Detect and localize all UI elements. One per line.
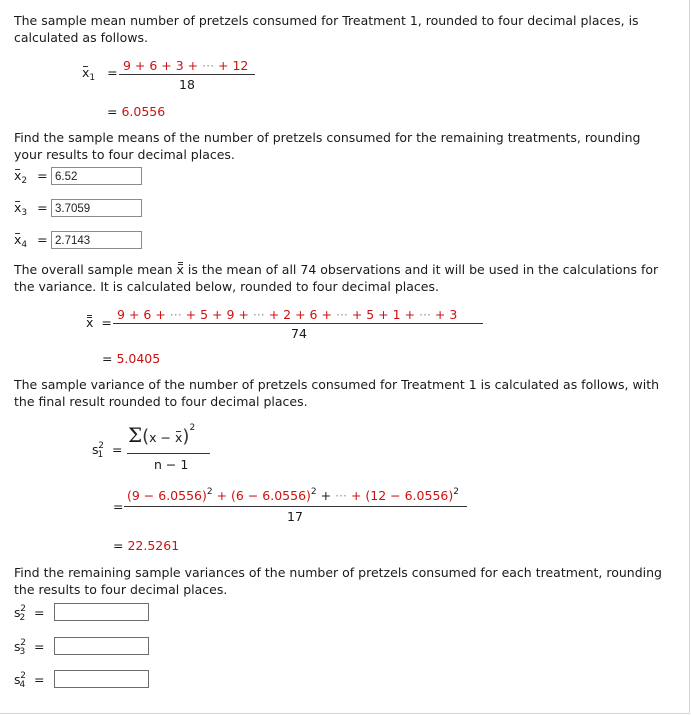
right-paren-icon: ) — [182, 426, 190, 447]
mean4-label — [14, 232, 48, 250]
var1-exp-part: + (12 − 6.0556) — [346, 488, 454, 503]
var4-input[interactable] — [54, 670, 149, 688]
mean3-input[interactable]: 3.7059 — [51, 199, 142, 217]
overall-num-part: + 5 + 9 + — [181, 307, 253, 322]
var4-eq: = — [33, 672, 45, 687]
var3-eq: = — [33, 639, 45, 654]
var4-label — [14, 671, 44, 690]
overall-text-part: The overall sample mean — [14, 262, 177, 277]
var1-exp-sup: 2 — [310, 487, 317, 497]
var1-label — [92, 441, 122, 460]
overall-mean-text — [14, 262, 664, 295]
mean4-eq: = — [37, 232, 48, 247]
overall-num-ellipsis: ··· — [252, 307, 265, 322]
var1-minus: − — [156, 430, 175, 445]
var3-symbol: s — [14, 639, 21, 654]
var1-exp-sup: 2 — [206, 487, 213, 497]
var1-x: x — [149, 430, 157, 445]
var3-sup: 2 — [20, 638, 26, 648]
var1-result: 22.5261 — [127, 538, 180, 553]
var1-expanded-eq: = — [113, 499, 124, 514]
overall-num-ellipsis: ··· — [169, 307, 182, 322]
var3-label — [14, 638, 44, 657]
mean1-numerator — [123, 58, 248, 73]
var1-expanded-denominator: 17 — [287, 509, 303, 524]
mean2-input[interactable]: 6.52 — [51, 167, 142, 185]
var4-sup: 2 — [20, 671, 26, 681]
var1-exp-part: + (6 − 6.0556) — [212, 488, 311, 503]
var1-symbol: s — [92, 442, 99, 457]
mean2-sub: 2 — [21, 176, 28, 186]
left-paren-icon: ( — [142, 426, 150, 447]
var1-eq: = — [111, 442, 123, 457]
var1-sub: 1 — [97, 450, 104, 460]
mean2-symbol: x — [14, 168, 22, 183]
overall-label — [86, 315, 112, 330]
var3-sub: 3 — [19, 647, 26, 657]
mean1-num-part: + 12 — [214, 58, 249, 73]
mean1-denominator: 18 — [179, 77, 195, 92]
overall-num-part: + 5 + 1 + — [347, 307, 420, 322]
var2-sup: 2 — [20, 604, 26, 614]
mean3-label — [14, 200, 48, 218]
var1-xbar: x — [175, 430, 183, 445]
overall-result-eq: = — [102, 351, 113, 366]
var4-sub: 4 — [19, 680, 26, 690]
overall-result: 5.0405 — [116, 351, 161, 366]
var1-result-eq: = — [113, 538, 124, 553]
mean1-result-eq: = — [107, 104, 118, 119]
overall-num-ellipsis: ··· — [419, 307, 431, 322]
mean1-result: 6.0556 — [121, 104, 166, 119]
mean3-eq: = — [37, 200, 48, 215]
var1-fraction-bar — [127, 453, 210, 454]
var1-expanded-numerator — [127, 487, 459, 503]
mean4-symbol: x — [14, 232, 22, 247]
overall-eq: = — [101, 315, 112, 330]
var1-exp-sup: 2 — [453, 487, 459, 497]
overall-result-line — [102, 351, 160, 366]
sigma-icon: Σ — [128, 423, 143, 447]
overall-formula-symbol: x — [86, 315, 94, 330]
overall-num-part: + 2 + 6 + — [264, 307, 336, 322]
var2-eq: = — [33, 605, 45, 620]
find-means-prompt: Find the sample means of the number of pretzels consumed for the remaining treatments, rounding your results to four decimal places. — [14, 130, 641, 162]
var1-expanded-fraction-bar — [124, 506, 467, 507]
overall-num-part: + 3 — [430, 307, 458, 322]
var4-symbol: s — [14, 672, 21, 687]
mean3-symbol: x — [14, 200, 22, 215]
overall-text-part: is the mean of all 74 observations and it will be used in the calculations for the variance. It is calculated below, rounded to four decimal places. — [14, 262, 659, 294]
var1-denominator-formula: n − 1 — [154, 457, 189, 472]
var1-exp-part: (9 − 6.0556) — [127, 488, 207, 503]
var1-sup: 2 — [98, 441, 104, 451]
overall-numerator — [117, 307, 457, 322]
var2-input[interactable] — [54, 603, 149, 621]
mean1-eq: = — [107, 65, 118, 80]
mean1-fraction-bar — [119, 74, 255, 75]
mean1-result-line — [107, 104, 165, 119]
var3-input[interactable] — [54, 637, 149, 655]
var2-symbol: s — [14, 605, 21, 620]
var2-label — [14, 604, 44, 623]
var1-exp-plus: + — [316, 488, 336, 503]
intro-text: The sample mean number of pretzels consumed for Treatment 1, rounded to four decimal places, is calculated as follows. — [14, 13, 639, 45]
mean1-label — [82, 65, 118, 83]
mean2-label — [14, 168, 48, 186]
var1-square: 2 — [189, 423, 196, 433]
mean1-sub: 1 — [89, 73, 96, 83]
mean4-sub: 4 — [21, 240, 28, 250]
var1-sum-numerator — [128, 423, 195, 447]
overall-denominator: 74 — [291, 326, 307, 341]
mean4-input[interactable]: 2.7143 — [51, 231, 142, 249]
mean1-num-part: 9 + 6 + 3 + — [123, 58, 203, 73]
mean1-num-ellipsis: ··· — [202, 58, 215, 73]
mean1-symbol: x — [82, 65, 90, 80]
var1-exp-ellipsis: ··· — [335, 488, 347, 503]
find-variances-prompt: Find the remaining sample variances of the number of pretzels consumed for each treatment, rounding the results to four decimal places. — [14, 565, 662, 597]
overall-fraction-bar — [113, 323, 483, 324]
var2-sub: 2 — [19, 613, 26, 623]
variance-intro: The sample variance of the number of pretzels consumed for Treatment 1 is calculated as follows, with the final result rounded to four decimal places. — [14, 377, 660, 409]
var1-result-line — [113, 538, 179, 553]
mean2-eq: = — [37, 168, 48, 183]
overall-num-part: 9 + 6 + — [117, 307, 170, 322]
overall-symbol: x — [176, 262, 184, 277]
overall-num-ellipsis: ··· — [335, 307, 348, 322]
mean3-sub: 3 — [21, 208, 28, 218]
